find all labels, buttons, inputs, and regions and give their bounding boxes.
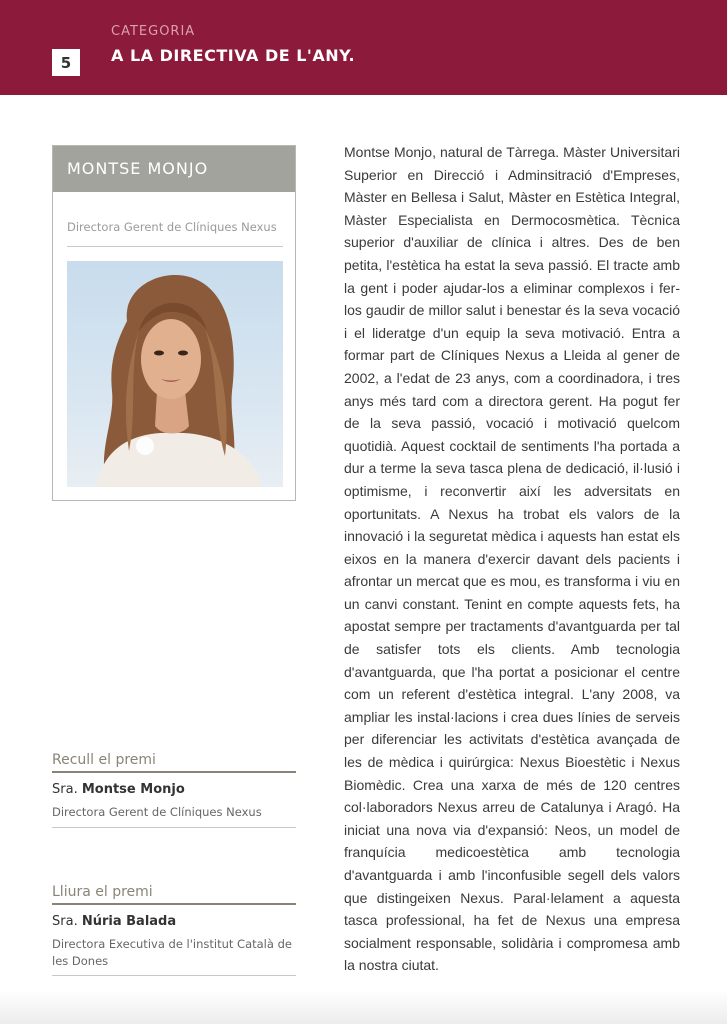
profile-card [52,145,296,501]
category-number-badge: 5 [52,49,80,76]
portrait-photo [67,261,283,487]
profile-role: Directora Gerent de Clíniques Nexus [67,220,277,234]
recull-heading: Recull el premi [52,752,156,768]
page-footer-shade [0,990,727,1024]
lliura-name: Núria Balada [81,914,177,929]
recull-rule [52,771,296,773]
category-title: A LA DIRECTIVA DE L'ANY. [111,46,356,65]
profile-divider [67,246,283,247]
portrait-illustration [67,261,283,487]
lliura-honorific: Sra. [52,914,78,929]
recull-bottom-rule [52,827,296,828]
lliura-bottom-rule [52,975,296,976]
recull-name: Montse Monjo [81,782,185,797]
biography-text: Montse Monjo, natural de Tàrrega. Màster Universitari Superior en Direcció i Adminsitració d'Empreses, Màster en Bellesa i Salut, Màster en Estètica Integral, Màster Especialista en Dermocosmètica. Tècnica superior d'auxiliar de clínica i altres. Des de ben petita, l'estètica ha estat la seva passió. El tracte amb la gent i poder ajudar-los a eliminar complexos i fer-los gaudir de millor salut i benestar és la seva vocació i el lideratge d'un equip la seva motivació. Entra a formar part de Clíniques Nexus a Lleida al gener de 2002, a l'edat de 23 anys, com a coordinadora, i tres anys més tard com a directora gerent. Ha pogut fer de la seva passió, vocació i motivació quelcom quotidià. Aquest cocktail de sentiments l'ha portada a dur a terme la seva tasca plena de dedicació, il·lusió i optimisme, i reconvertir així les adversitats en oportunitats. A Nexus ha trobat els valors de la innovació i la seguretat mèdica i aquests han estat els eixos en la manera d'exercir davant dels pacients i afrontar un mercat que es mou, es transforma i viu en un canvi constant. Tenint en compte aquests fets, ha apostat sempre per tractaments d'avantguarda per tal de satisfer tots els clients. Amb tecnologia d'avantguarda, que l'ha portat a posicionar el centre com un referent d'estètica integral. L'any 2008, va ampliar les instal·lacions i crea dues línies de serveis per diferenciar les activitats d'estètica avançada de les de mèdica i quirúrgica: Nexus Bioestètic i Nexus Biomèdic. Crea una xarxa de més de 120 centres col·laboradors Nexus arreu de Catalunya i Aragó. Ha iniciat una nova via d'expansió: Neos, un model de franquícia medicoestètica amb tecnologia d'avantguarda i amb l'inconfusible segell dels valors que distingeixen Nexus. Paral·lelament a aquesta tasca professional, ha fet de Nexus una empresa socialment responsable, solidària i compromesa amb la nostra ciutat. [344,144,680,974]
profile-name: MONTSE MONJO [53,146,295,192]
recull-person [52,782,185,797]
recull-honorific: Sra. [52,782,78,797]
lliura-role: Directora Executiva de l'institut Català de les Dones [52,937,292,968]
lliura-heading: Lliura el premi [52,884,153,900]
lliura-rule [52,903,296,905]
lliura-person [52,914,176,929]
category-label: CATEGORIA [111,24,196,39]
page-header [0,0,727,95]
recull-role: Directora Gerent de Clíniques Nexus [52,805,262,819]
